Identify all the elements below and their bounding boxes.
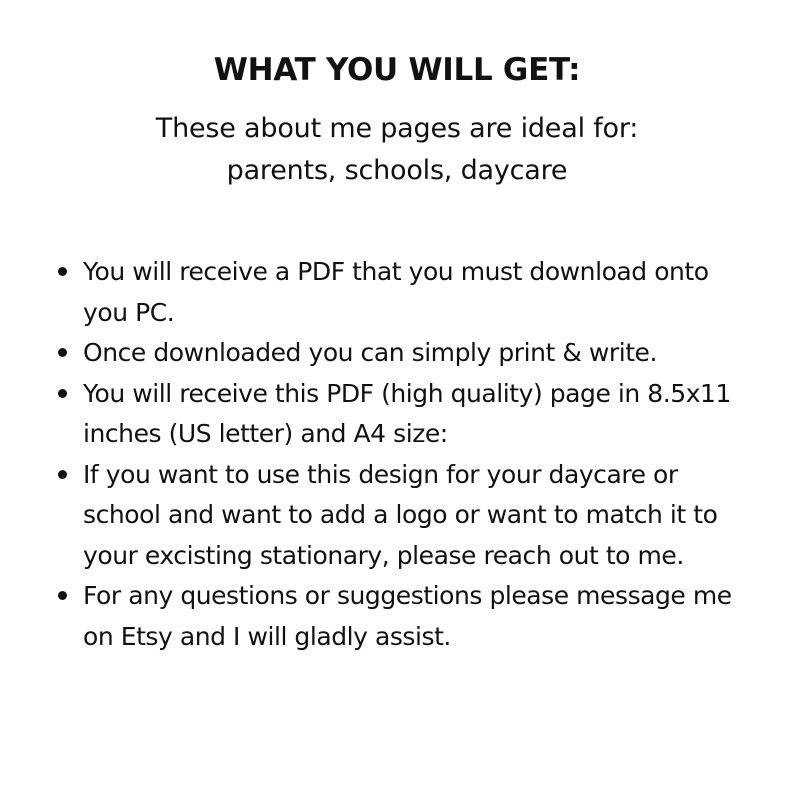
list-item-text: For any questions or suggestions please message me on Etsy and I will gladly assist. <box>83 581 732 651</box>
list-item <box>56 576 756 657</box>
bullet-icon <box>58 470 67 479</box>
list-item <box>56 374 756 455</box>
subtitle-line-1: These about me pages are ideal for: <box>155 113 639 144</box>
bullet-icon <box>58 389 67 398</box>
bullet-icon <box>58 267 67 276</box>
feature-list <box>56 252 756 657</box>
page-title: WHAT YOU WILL GET: <box>213 52 581 88</box>
list-item <box>56 252 756 333</box>
list-item <box>56 333 756 374</box>
list-item-text: Once downloaded you can simply print & write. <box>83 338 657 367</box>
subtitle-line-2: parents, schools, daycare <box>226 155 568 186</box>
subtitle <box>0 108 794 192</box>
list-item-text: If you want to use this design for your daycare or school and want to add a logo or want to match it to your excisting stationary, please reach out to me. <box>83 459 718 570</box>
bullet-icon <box>58 348 67 357</box>
bullet-icon <box>58 591 67 600</box>
list-item-text: You will receive a PDF that you must download onto you PC. <box>83 257 709 327</box>
list-item-text: You will receive this PDF (high quality) page in 8.5x11 inches (US letter) and A4 size: <box>83 378 731 448</box>
list-item <box>56 455 756 577</box>
